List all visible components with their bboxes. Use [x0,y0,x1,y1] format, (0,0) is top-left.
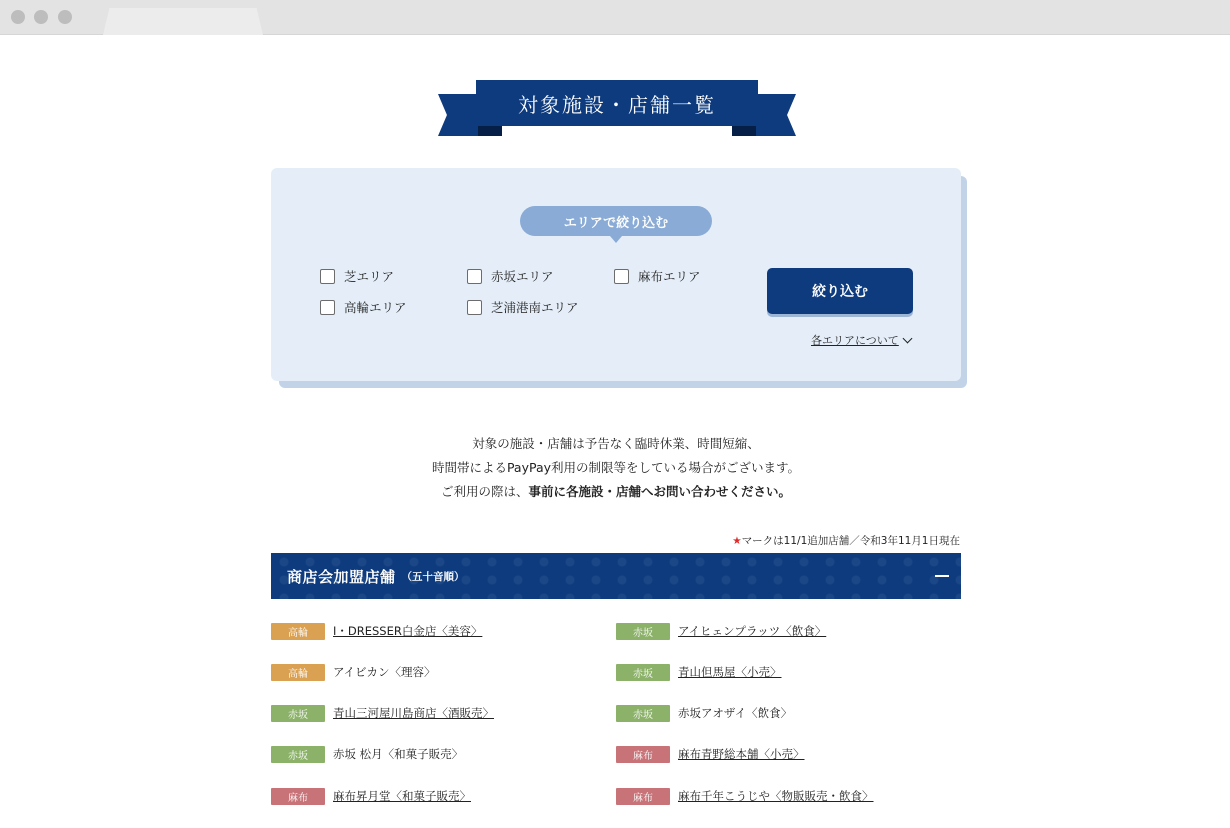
notice-line-3-emphasis: 事前に各施設・店舗へお問い合わせください。 [528,484,792,499]
store-name-link[interactable]: 青山但馬屋〈小売〉 [678,665,782,679]
section-title: 商店会加盟店舗 [287,567,396,586]
store-item[interactable] [271,787,471,805]
area-info-link[interactable] [811,332,911,348]
area-badge: 赤坂 [616,623,670,640]
notice-line-1: 対象の施設・店舗は予告なく臨時休業、時間短縮、 [472,436,760,451]
area-badge: 高輪 [271,664,325,681]
page-title: 対象施設・店舗一覧 [476,80,758,126]
checkbox-label: 芝エリア [344,269,395,284]
area-badge: 麻布 [616,788,670,805]
checkbox-box[interactable] [320,300,335,315]
store-name: 赤坂アオザイ〈飲食〉 [678,706,793,720]
section-header-member-stores[interactable] [271,553,961,599]
collapse-icon[interactable] [935,575,949,577]
notice-line-3-prefix: ご利用の際は、 [440,484,529,499]
section-subtitle: （五十音順） [401,570,465,583]
store-item [271,745,463,763]
window-maximize-dot[interactable] [58,10,72,24]
notice-line-3 [271,480,961,504]
filter-heading-bubble: エリアで絞り込む [520,206,712,236]
store-name-link[interactable]: アイヒェンプラッツ〈飲食〉 [678,624,827,638]
area-info-link-label[interactable]: 各エリアについて [811,334,899,347]
store-name-link[interactable]: 青山三河屋川島商店〈酒販売〉 [333,706,494,720]
area-badge: 赤坂 [616,705,670,722]
update-note-text: マークは11/1追加店舗／令和3年11月1日現在 [741,535,960,547]
area-badge: 赤坂 [616,664,670,681]
chevron-down-icon [902,333,912,343]
store-name-link[interactable]: I・DRESSER白金店〈美容〉 [333,624,483,638]
notice-text [271,432,961,504]
checkbox-shibaura-konan[interactable] [467,298,579,316]
star-icon: ★ [732,535,742,547]
window-minimize-dot[interactable] [34,10,48,24]
store-name: アイビカン〈理容〉 [333,665,436,679]
store-item[interactable] [616,622,826,640]
store-name: 赤坂 松月〈和菓子販売〉 [333,747,464,761]
store-item[interactable] [616,663,782,681]
browser-chrome [0,0,1230,35]
area-badge: 高輪 [271,623,325,640]
store-item[interactable] [271,622,482,640]
checkbox-label: 麻布エリア [638,269,701,284]
filter-panel [271,168,961,381]
store-name-link[interactable]: 麻布昇月堂〈和菓子販売〉 [333,789,471,803]
page-title-ribbon [438,80,796,138]
checkbox-box[interactable] [320,269,335,284]
area-badge: 赤坂 [271,746,325,763]
checkbox-label: 赤坂エリア [491,269,554,284]
store-name-link[interactable]: 麻布千年こうじや〈物販販売・飲食〉 [678,789,874,803]
area-badge: 麻布 [616,746,670,763]
checkbox-box[interactable] [614,269,629,284]
checkbox-shiba[interactable] [320,267,394,285]
checkbox-azabu[interactable] [614,267,701,285]
store-name-link[interactable]: 麻布青野総本舗〈小売〉 [678,747,805,761]
browser-tab[interactable] [103,8,263,35]
store-item[interactable] [271,704,494,722]
filter-submit-button[interactable]: 絞り込む [767,268,913,314]
window-close-dot[interactable] [11,10,25,24]
checkbox-takanawa[interactable] [320,298,407,316]
checkbox-label: 芝浦港南エリア [491,300,579,315]
area-badge: 赤坂 [271,705,325,722]
checkbox-label: 高輪エリア [344,300,407,315]
store-item[interactable] [616,787,874,805]
notice-line-2: 時間帯によるPayPay利用の制限等をしている場合がございます。 [431,460,801,475]
update-note [732,533,960,548]
checkbox-box[interactable] [467,300,482,315]
store-item [616,704,792,722]
store-item[interactable] [616,745,805,763]
checkbox-akasaka[interactable] [467,267,554,285]
area-badge: 麻布 [271,788,325,805]
checkbox-box[interactable] [467,269,482,284]
store-item [271,663,435,681]
